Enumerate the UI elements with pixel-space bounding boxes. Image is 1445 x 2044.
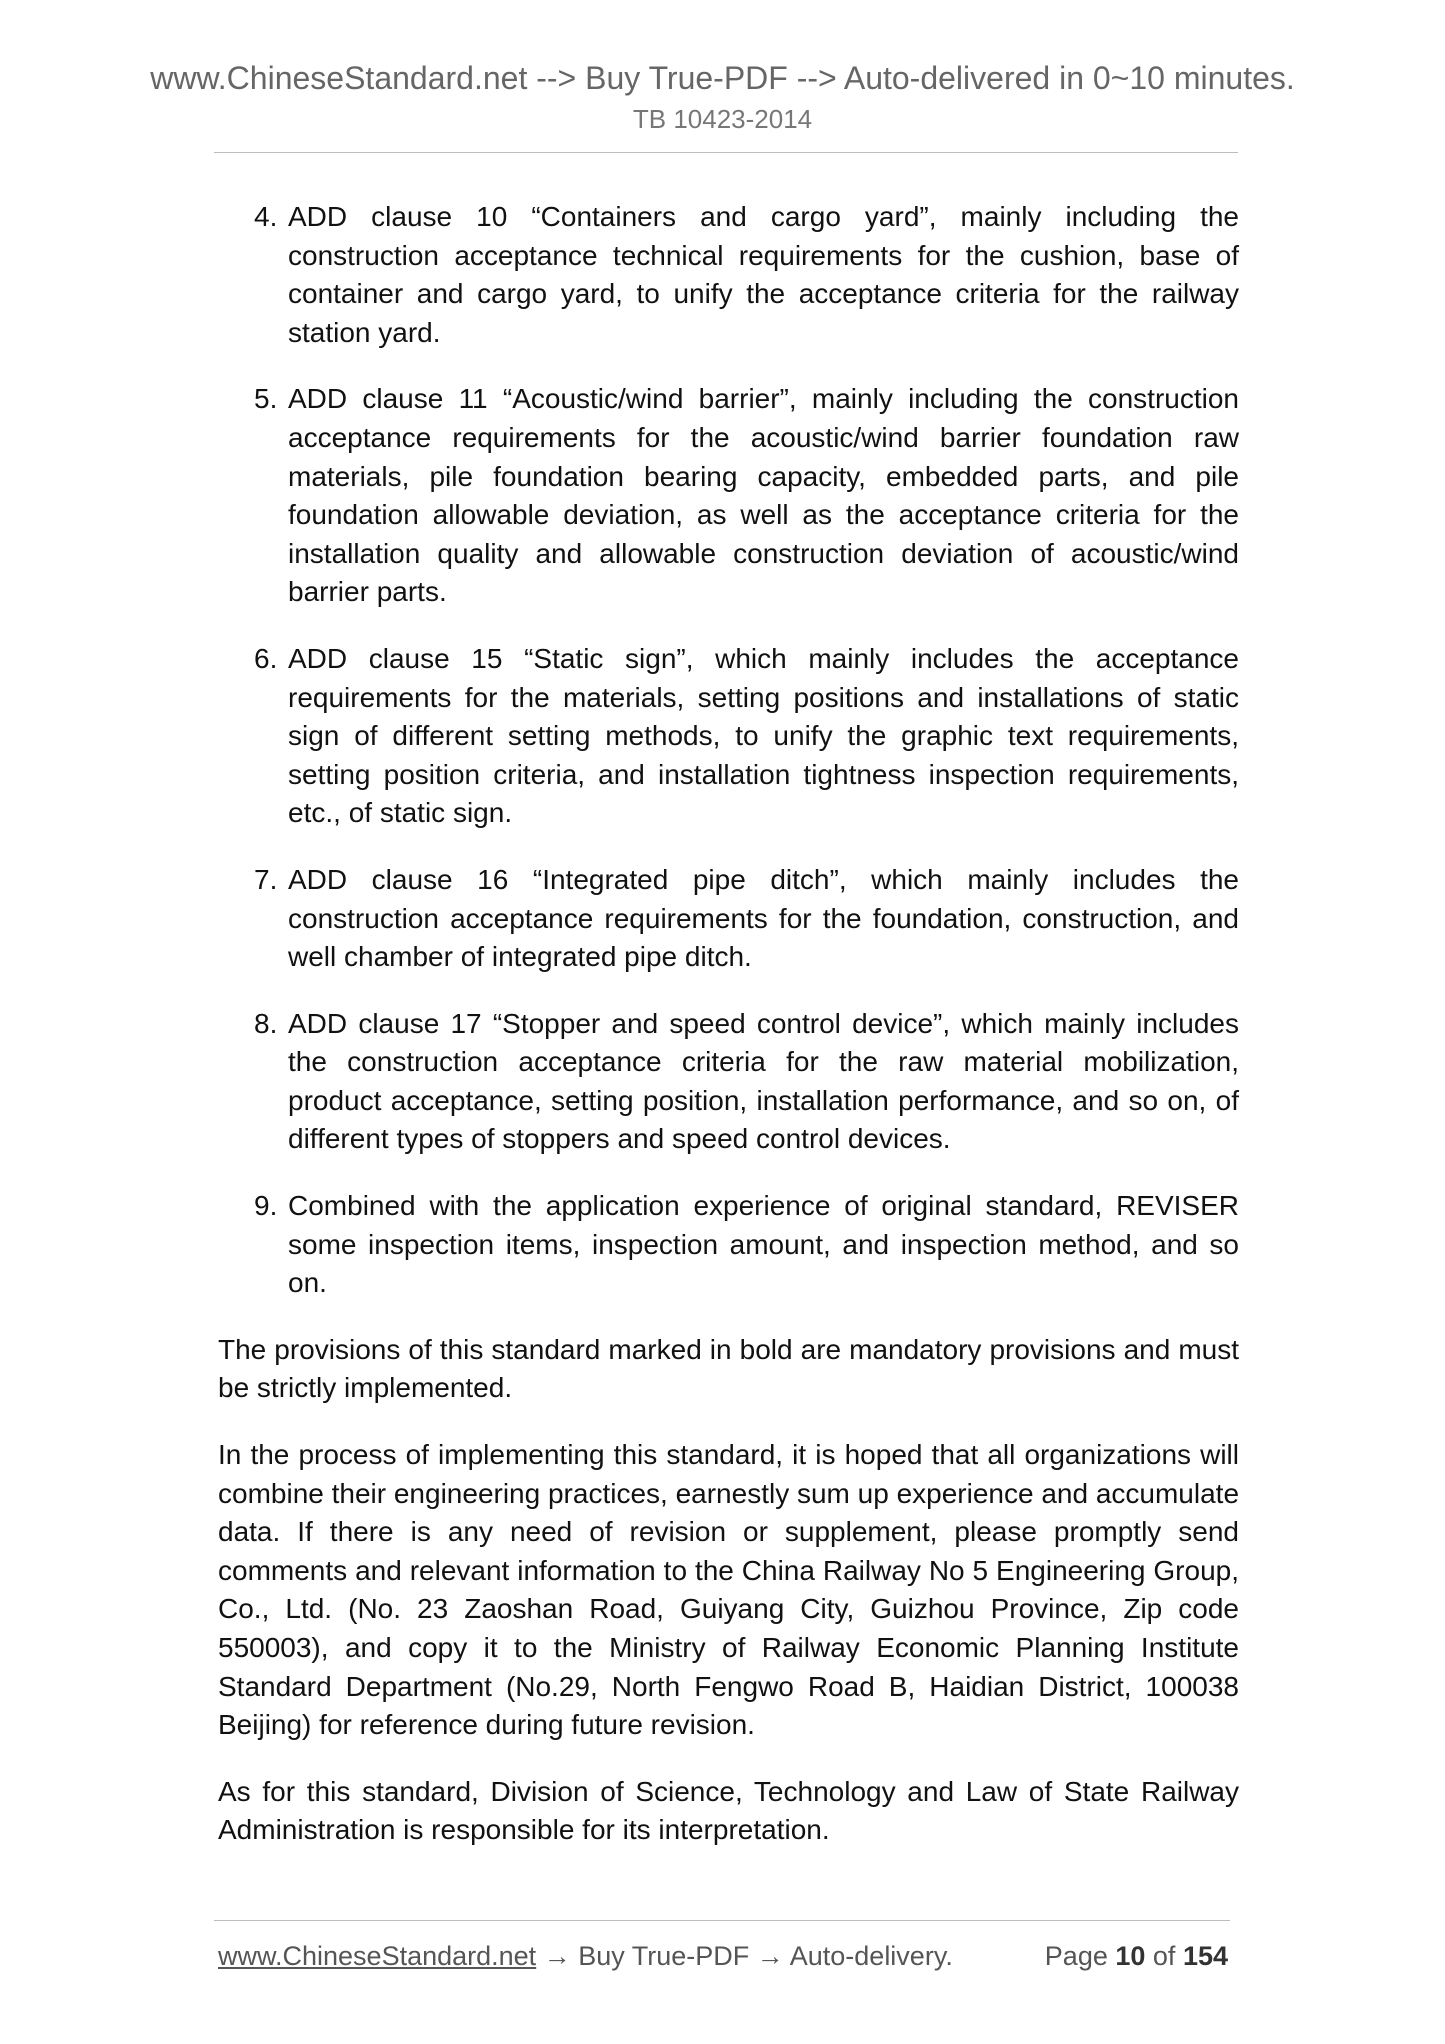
page-number [1045, 1938, 1228, 1974]
interpretation-paragraph: As for this standard, Division of Science, Technology and Law of State Railway Administration is responsible for its interpretation. [218, 1775, 1239, 1846]
footer-divider [214, 1920, 1230, 1921]
revision-feedback-paragraph: In the process of implementing this standard, it is hoped that all organizations will combine their engineering practices, earnestly sum up experience and accumulate data. If there is any need of revision or supplement, please promptly send comments and relevant information to the China Railway No 5 Engineering Group, Co., Ltd. (No. 23 Zaoshan Road, Guiyang City, Guizhou Province, Zip code 550003), and copy it to the Ministry of Railway Economic Planning Institute Standard Department (No.29, North Fengwo Road B, Haidian District, 100038 Beijing) for reference during future revision. [218, 1439, 1240, 1741]
list-item-number: 9. [254, 1190, 278, 1222]
list-item-text: ADD clause 10 “Containers and cargo yard”, mainly including the construction acceptance technical requirements for the cushion, base of container and cargo yard, to unify the acceptance criteria for the railway station yard. [288, 201, 1239, 348]
list-item-text: ADD clause 11 “Acoustic/wind barrier”, mainly including the construction acceptance requirements for the acoustic/wind barrier foundation raw materials, pile foundation bearing capacity, embedded parts, and pile foundation allowable deviation, as well as the acceptance criteria for the installation quality and allowable construction deviation of acoustic/wind barrier parts. [288, 383, 1239, 608]
mandatory-provisions-paragraph: The provisions of this standard marked in bold are mandatory provisions and must be strictly implemented. [218, 1333, 1239, 1404]
footer-tagline: → Buy True-PDF → Auto-delivery. [536, 1941, 953, 1971]
footer-site-link[interactable]: www.ChineseStandard.net [218, 1941, 537, 1971]
list-item-text: ADD clause 15 “Static sign”, which mainly includes the acceptance requirements for the materials, setting positions and installations of static sign of different setting methods, to unify the graphic text requirements, setting position criteria, and installation tightness inspection requirements, etc., of static sign. [288, 642, 1239, 829]
total-pages: 154 [1182, 1941, 1228, 1971]
header-banner: www.ChineseStandard.net --> Buy True-PDF --> Auto-delivered in 0~10 minutes. [150, 60, 1295, 96]
current-page: 10 [1115, 1941, 1146, 1971]
list-item-number: 7. [254, 863, 278, 895]
list-item [218, 640, 1239, 833]
list-item-text: Combined with the application experience of original standard, REVISER some inspection items, inspection amount, and inspection method, and so on. [288, 1190, 1239, 1299]
document-code: TB 10423-2014 [632, 104, 813, 134]
main-content [218, 198, 1239, 1878]
list-item [218, 380, 1239, 612]
page-word: Page [1044, 1941, 1116, 1971]
list-item-number: 4. [254, 201, 278, 232]
list-item [218, 861, 1239, 977]
list-item-text: ADD clause 17 “Stopper and speed control device”, which mainly includes the construction acceptance criteria for the raw material mobilization, product acceptance, setting position, installation performance, and so on, of different types of stoppers and speed control devices. [288, 1007, 1239, 1155]
page-footer [218, 1938, 1228, 1974]
list-item [218, 1005, 1239, 1159]
revision-list [218, 198, 1239, 1303]
list-item-number: 6. [254, 642, 278, 674]
list-item [218, 198, 1239, 352]
list-item [218, 1187, 1239, 1303]
list-item-number: 5. [254, 383, 278, 415]
header-divider [214, 152, 1238, 153]
list-item-number: 8. [254, 1007, 278, 1039]
list-item-text: ADD clause 16 “Integrated pipe ditch”, which mainly includes the construction acceptance requirements for the foundation, construction, and well chamber of integrated pipe ditch. [288, 863, 1239, 973]
page-of: of [1145, 1941, 1183, 1971]
